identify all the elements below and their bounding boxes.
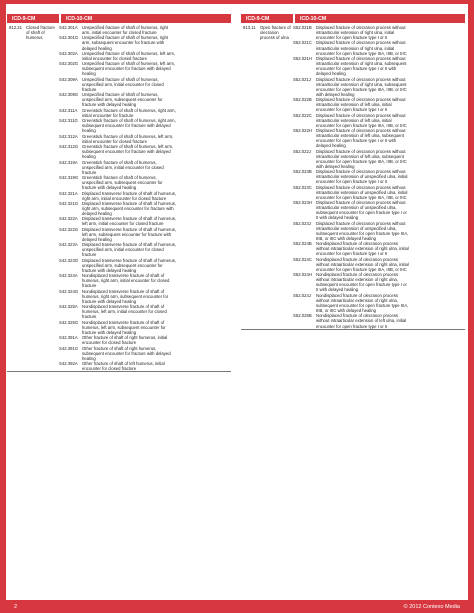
code-entry bbox=[59, 134, 231, 144]
icd10-code: S52.022J bbox=[293, 148, 311, 154]
icd10-description: Displaced fracture of olecranon process without intraarticular extension of right ulna, subsequent encounter for open fracture type IIIA, IIIB, or IIIC with delayed healing bbox=[316, 76, 407, 97]
code-entry bbox=[293, 149, 465, 169]
icd10-description: Displaced fracture of olecranon process without intraarticular extension of right ulna, initial encounter for open fracture type I or II bbox=[316, 25, 406, 41]
icd10-code: S42.325G bbox=[59, 319, 79, 325]
code-entry bbox=[59, 346, 231, 361]
icd9-column bbox=[241, 23, 293, 329]
icd10-description: Nondisplaced fracture of olecranon process without intraarticular extension of right ulna, subsequent encounter for open fracture type IIIA, IIIB, or IIIC with delayed healing bbox=[316, 292, 409, 314]
code-entry bbox=[293, 97, 465, 112]
icd10-description: Displaced transverse fracture of shaft of humerus, right arm, initial encounter for closed fracture bbox=[82, 190, 177, 201]
page-number: 2 bbox=[14, 603, 18, 610]
icd10-description: Nondisplaced fracture of olecranon process without intraarticular extension of right ulna, initial encounter for open fracture type I or II bbox=[316, 241, 409, 257]
icd10-description: Greenstick fracture of shaft of humerus, unspecified arm, subsequent encounter for fracture with delayed healing bbox=[82, 175, 163, 191]
icd10-description: Displaced fracture of olecranon process without intraarticular extension of left ulna, initial encounter for open fracture type IIIA, IIIB, or IIIC bbox=[316, 112, 407, 128]
icd10-code: S42.309G bbox=[59, 92, 79, 98]
top-accent-bar bbox=[0, 0, 474, 4]
left-accent-bar bbox=[0, 4, 6, 600]
table-body bbox=[7, 23, 231, 372]
code-entry bbox=[59, 51, 231, 61]
icd10-code: S52.025B bbox=[293, 313, 312, 319]
icd10-description: Unspecified fracture of shaft of humerus, right arm, subsequent encounter for fracture with delayed healing bbox=[82, 35, 168, 51]
code-entry bbox=[59, 108, 231, 118]
icd9-code: 812.21 bbox=[9, 25, 22, 30]
copyright-text: © 2012 Contexo Media bbox=[403, 603, 460, 610]
code-entry bbox=[293, 241, 465, 256]
icd10-code: S42.302A bbox=[59, 50, 78, 56]
header-icd10: ICD-10-CM bbox=[66, 15, 93, 22]
icd10-code: S42.312G bbox=[59, 144, 79, 150]
code-entry bbox=[293, 77, 465, 97]
icd10-description: Unspecified fracture of shaft of humerus, unspecified arm, initial encounter for closed fracture bbox=[82, 76, 164, 92]
icd10-column bbox=[59, 23, 231, 371]
icd10-description: Displaced fracture of olecranon process without intraarticular extension of left ulna, subsequent encounter for open fracture type I or II with delayed healing bbox=[316, 128, 406, 149]
icd10-description: Greenstick fracture of shaft of humerus, right arm, initial encounter for fracture bbox=[82, 107, 176, 118]
code-entry bbox=[293, 313, 465, 328]
code-entry bbox=[59, 144, 231, 159]
icd10-code: S52.023J bbox=[293, 220, 311, 226]
icd10-description: Displaced fracture of olecranon process without intraarticular extension of unspecified ulna, subsequent encounter for open fracture type IIIA, IIIB, or IIIC with delayed healing bbox=[316, 220, 409, 241]
icd10-code: S42.392A bbox=[59, 361, 78, 367]
header-icd9: ICD-9-CM bbox=[12, 15, 36, 22]
icd10-description: Greenstick fracture of shaft of humerus, right arm, subsequent encounter for fracture with delayed healing bbox=[82, 118, 176, 134]
icd10-description: Other fracture of shaft of left humerus, initial encounter for closed fracture bbox=[82, 361, 165, 372]
code-entry bbox=[293, 40, 465, 55]
icd10-code: S42.324A bbox=[59, 273, 78, 279]
table-header bbox=[241, 14, 465, 23]
icd10-description: Displaced transverse fracture of shaft of humerus, left arm, initial encounter for closed fracture bbox=[82, 216, 177, 227]
icd10-code: S52.022C bbox=[293, 112, 312, 118]
icd10-code: S42.311A bbox=[59, 107, 78, 113]
code-entry bbox=[293, 221, 465, 241]
icd10-code: S42.301G bbox=[59, 35, 79, 41]
icd10-description: Greenstick fracture of shaft of humerus, left arm, subsequent encounter for fracture with delayed healing bbox=[82, 144, 174, 160]
code-entry bbox=[59, 258, 231, 273]
code-entry bbox=[293, 56, 465, 76]
icd10-description: Displaced fracture of olecranon process without intraarticular extension of right ulna, initial encounter for open fracture type IIIA, IIIB, or IIIC bbox=[316, 40, 407, 56]
code-entry bbox=[293, 293, 465, 313]
icd10-description: Other fracture of shaft of right humerus, initial encounter for closed fracture bbox=[82, 335, 168, 346]
icd10-description: Nondisplaced transverse fracture of shaft of humerus, right arm, initial encounter for closed fracture bbox=[82, 273, 170, 289]
code-entry bbox=[59, 77, 231, 92]
code-entry bbox=[59, 25, 231, 35]
code-entry bbox=[59, 335, 231, 345]
code-entry bbox=[59, 289, 231, 304]
code-entry bbox=[293, 185, 465, 200]
code-entry bbox=[59, 361, 231, 371]
icd10-code: S42.321A bbox=[59, 190, 78, 196]
code-entry bbox=[293, 128, 465, 148]
icd10-code: S52.024J bbox=[293, 292, 311, 298]
icd10-description: Displaced fracture of olecranon process without intraarticular extension of left ulna, initial encounter for open fracture type I or II bbox=[316, 97, 406, 113]
code-entry bbox=[59, 304, 231, 319]
code-entry bbox=[293, 200, 465, 220]
icd10-code: S42.391A bbox=[59, 335, 78, 341]
icd10-code: S42.324G bbox=[59, 288, 79, 294]
code-entry bbox=[59, 216, 231, 226]
right-accent-bar bbox=[468, 4, 474, 600]
icd10-code: S42.319G bbox=[59, 175, 79, 181]
icd10-code: S42.322A bbox=[59, 216, 78, 222]
code-entry bbox=[59, 61, 231, 76]
page-footer bbox=[0, 600, 474, 613]
code-entry bbox=[59, 92, 231, 107]
icd10-column bbox=[293, 23, 465, 329]
code-entry bbox=[59, 191, 231, 201]
icd10-description: Unspecified fracture of shaft of humerus, unspecified arm, subsequent encounter for fracture with delayed healing bbox=[82, 92, 163, 108]
code-entry bbox=[293, 257, 465, 272]
icd10-code: S52.021J bbox=[293, 76, 311, 82]
icd10-code: S52.021H bbox=[293, 55, 312, 61]
icd10-description: Other fracture of shaft of right humerus, subsequent encounter for fracture with delayed healing bbox=[82, 345, 171, 361]
icd10-description: Displaced fracture of olecranon process without intraarticular extension of right ulna, subsequent encounter for open fracture type I or II with delayed healing bbox=[316, 55, 407, 77]
icd10-code: S52.023B bbox=[293, 169, 312, 175]
code-entry bbox=[59, 242, 231, 257]
icd10-code: S42.322G bbox=[59, 226, 79, 232]
icd10-description: Displaced fracture of olecranon process without intraarticular extension of left ulna, subsequent encounter for open fracture type IIIA, IIIB, or IIIC with delayed healing bbox=[316, 148, 407, 169]
icd10-description: Nondisplaced transverse fracture of shaft of humerus, left arm, subsequent encounter for fracture with delayed healing bbox=[82, 319, 166, 335]
icd10-code: S52.023H bbox=[293, 200, 312, 206]
icd9-description: Open fracture of olecranon process of ulna bbox=[260, 25, 291, 41]
icd10-code: S52.023C bbox=[293, 184, 312, 190]
code-entry bbox=[59, 227, 231, 242]
icd10-code: S52.022B bbox=[293, 97, 312, 103]
code-entry bbox=[293, 25, 465, 40]
icd10-description: Greenstick fracture of shaft of humerus, left arm, initial encounter for closed fracture bbox=[82, 133, 174, 144]
icd10-code: S42.323A bbox=[59, 242, 78, 248]
icd10-code: S52.024H bbox=[293, 272, 312, 278]
icd10-code: S42.391G bbox=[59, 345, 79, 351]
code-entry bbox=[59, 201, 231, 216]
code-entry bbox=[59, 118, 231, 133]
icd9-column bbox=[7, 23, 59, 371]
header-icd9: ICD-9-CM bbox=[246, 15, 270, 22]
icd10-code: S42.325A bbox=[59, 304, 78, 310]
icd10-code: S52.021B bbox=[293, 25, 312, 30]
code-entry bbox=[59, 273, 231, 288]
code-entry bbox=[59, 175, 231, 190]
icd10-code: S52.024B bbox=[293, 241, 312, 247]
icd10-description: Greenstick fracture of shaft of humerus, unspecified arm, initial encounter for closed fracture bbox=[82, 159, 164, 175]
icd10-description: Nondisplaced fracture of olecranon process without intraarticular extension of left ulna, initial encounter for open fracture type I or II bbox=[316, 313, 407, 329]
icd10-description: Displaced fracture of olecranon process without intraarticular extension of unspecified ulna, subsequent encounter for open fracture type I or II with delayed healing bbox=[316, 200, 407, 221]
icd10-code: S52.022H bbox=[293, 128, 312, 134]
icd10-code: S42.302G bbox=[59, 61, 79, 67]
icd10-description: Displaced transverse fracture of shaft of humerus, unspecified arm, initial encounter for closed fracture bbox=[82, 242, 177, 258]
table-header bbox=[7, 14, 231, 23]
icd9-description: Closed fracture of shaft of humerus bbox=[26, 25, 55, 41]
icd10-code: S42.301A bbox=[59, 25, 78, 30]
icd10-code: S42.311G bbox=[59, 118, 78, 124]
icd10-description: Unspecified fracture of shaft of humerus, left arm, initial encounter for closed fracture bbox=[82, 50, 176, 61]
code-entry bbox=[59, 160, 231, 175]
code-entry bbox=[293, 169, 465, 184]
icd10-description: Displaced transverse fracture of shaft of humerus, right arm, subsequent encounter for fracture with delayed healing bbox=[82, 200, 177, 217]
icd10-code: S42.309A bbox=[59, 76, 78, 82]
icd10-code: S52.024C bbox=[293, 256, 312, 262]
icd10-code: S42.323G bbox=[59, 257, 79, 263]
icd10-description: Displaced fracture of olecranon process without intraarticular extension of unspecified ulna, initial encounter for open fracture type IIIA, IIIB, or IIIC bbox=[316, 184, 408, 200]
icd10-description: Nondisplaced fracture of olecranon process without intraarticular extension of right ulna, initial encounter for open fracture type IIIA, IIIB, or IIIC bbox=[316, 256, 409, 272]
icd10-description: Unspecified fracture of shaft of humerus, left arm, subsequent encounter for fracture with delayed healing bbox=[82, 61, 176, 77]
icd10-description: Displaced transverse fracture of shaft of humerus, unspecified arm, subsequent encounter for fracture with delayed healing bbox=[82, 257, 177, 273]
icd10-description: Displaced transverse fracture of shaft of humerus, left arm, subsequent encounter for fracture with delayed healing bbox=[82, 226, 177, 242]
code-entry bbox=[59, 35, 231, 50]
icd10-code: S42.319A bbox=[59, 159, 78, 165]
icd10-description: Displaced fracture of olecranon process without intraarticular extension of unspecified ulna, initial encounter for open fracture type I or II bbox=[316, 169, 408, 185]
icd9-code: 813.11 bbox=[243, 25, 256, 30]
icd10-code: S42.321G bbox=[59, 200, 79, 206]
code-entry bbox=[293, 272, 465, 292]
icd10-code: S52.021C bbox=[293, 40, 312, 46]
icd10-description: Unspecified fracture of shaft of humerus, right arm, initial encounter for closed fracture bbox=[82, 25, 168, 36]
left-code-table bbox=[7, 14, 231, 372]
code-entry bbox=[59, 320, 231, 335]
table-body bbox=[241, 23, 465, 330]
icd10-description: Nondisplaced transverse fracture of shaft of humerus, right arm, subsequent encounter for fracture with delayed healing bbox=[82, 288, 169, 304]
icd10-description: Nondisplaced transverse fracture of shaft of humerus, left arm, initial encounter for closed fracture bbox=[82, 304, 167, 320]
code-entry bbox=[293, 113, 465, 128]
right-code-table bbox=[241, 14, 465, 330]
icd10-description: Nondisplaced fracture of olecranon process without intraarticular extension of right ulna, subsequent encounter for open fracture type I or II with delayed healing bbox=[316, 272, 407, 293]
header-icd10: ICD-10-CM bbox=[300, 15, 327, 22]
icd10-code: S42.312A bbox=[59, 133, 78, 139]
